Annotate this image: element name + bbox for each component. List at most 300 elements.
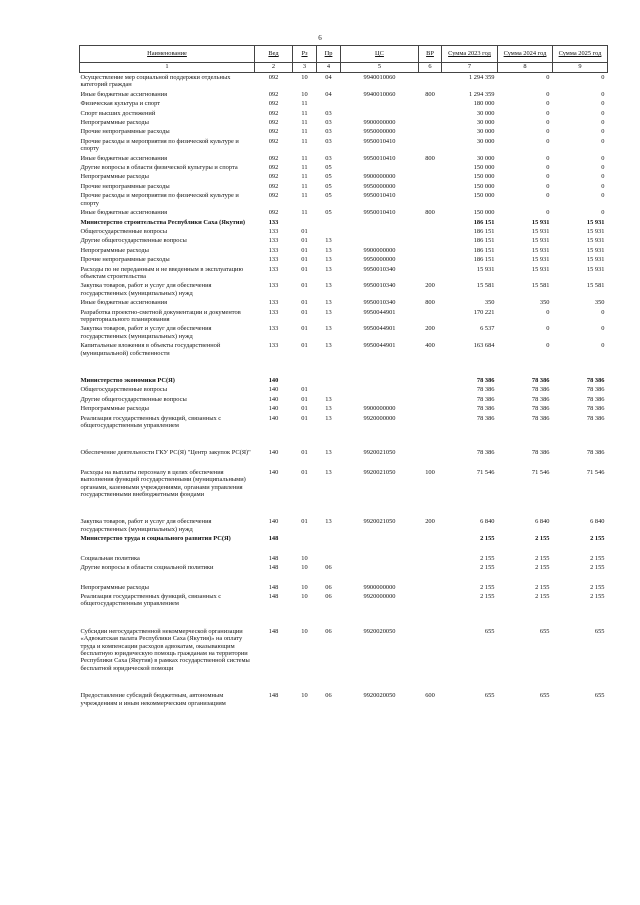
row-sum-2025: 15 931	[586, 265, 605, 273]
row-sum-2024: 78 386	[531, 386, 550, 394]
row-sum-2023: 163 684	[473, 342, 495, 350]
spacer-cell	[80, 609, 608, 627]
row-cs	[341, 395, 419, 404]
row-pr	[317, 99, 341, 108]
row-name: Расходы по не переданным и не введенным в эксплуатацию объектам строительства	[80, 265, 244, 280]
row-pr	[317, 218, 341, 227]
row-rz: 10	[301, 592, 308, 600]
row-ved: 133	[268, 246, 279, 254]
table-row	[80, 341, 608, 358]
row-sum-2023: 170 221	[473, 308, 495, 316]
table-row	[80, 109, 608, 118]
row-rz: 11	[301, 164, 308, 172]
row-sum-2025: 78 386	[586, 449, 605, 457]
row-pr: 13	[325, 468, 332, 476]
row-sum-2024: 0	[546, 173, 550, 181]
header-cell: Пр	[317, 46, 341, 63]
row-ved: 092	[268, 182, 279, 190]
row-pr: 13	[325, 246, 332, 254]
row-name: Министерство строительства Республики Саха (Якутия)	[80, 218, 246, 226]
row-sum-2023: 1 294 359	[468, 90, 495, 98]
row-cs: 9950044901	[363, 325, 396, 333]
row-rz: 11	[301, 128, 308, 136]
row-sum-2023: 30 000	[476, 128, 495, 136]
table-row	[80, 246, 608, 255]
row-pr: 13	[325, 414, 332, 422]
row-name: Другие вопросы в области физической культуры и спорта	[80, 164, 238, 172]
row-name: Непрограммные расходы	[80, 246, 149, 254]
row-ved: 140	[268, 386, 279, 394]
row-vr	[419, 255, 442, 264]
row-ved: 133	[268, 256, 279, 264]
row-cs: 9950010410	[363, 192, 396, 200]
row-sum-2024: 15 931	[531, 256, 550, 264]
row-sum-2025: 15 931	[586, 227, 605, 235]
row-vr	[419, 99, 442, 108]
row-ved: 092	[268, 90, 279, 98]
row-vr	[419, 448, 442, 457]
row-sum-2025: 0	[601, 74, 605, 81]
row-sum-2025: 15 931	[586, 256, 605, 264]
row-sum-2025: 0	[601, 119, 605, 127]
row-pr: 05	[325, 173, 332, 181]
table-row	[80, 534, 608, 543]
row-sum-2023: 1 294 359	[468, 74, 495, 81]
table-row	[80, 554, 608, 563]
row-vr	[419, 127, 442, 136]
row-sum-2025: 0	[601, 192, 605, 200]
table-body	[80, 73, 608, 708]
row-rz: 01	[301, 449, 308, 457]
row-name: Закупка товаров, работ и услуг для обеспечения государственных (муниципальных) нужд	[80, 282, 212, 297]
row-vr	[419, 265, 442, 282]
table-row	[80, 191, 608, 208]
row-sum-2024: 0	[546, 119, 550, 127]
row-sum-2024: 0	[546, 154, 550, 162]
row-cs: 9950010410	[363, 154, 396, 162]
row-sum-2024: 78 386	[531, 377, 550, 384]
row-ved: 092	[268, 109, 279, 117]
row-cs: 9950010340	[363, 282, 396, 290]
row-sum-2023: 78 386	[476, 414, 495, 422]
row-pr: 05	[325, 192, 332, 200]
row-sum-2024: 0	[546, 128, 550, 136]
row-pr: 13	[325, 299, 332, 307]
header-cell: ВР	[419, 46, 442, 63]
row-sum-2023: 186 151	[473, 256, 495, 264]
row-sum-2025: 15 581	[586, 282, 605, 290]
row-vr	[419, 191, 442, 208]
row-vr	[419, 236, 442, 245]
row-sum-2024: 15 931	[531, 265, 550, 273]
row-sum-2023: 186 151	[473, 218, 495, 226]
row-sum-2024: 0	[546, 109, 550, 117]
row-rz: 10	[301, 564, 308, 572]
row-ved: 133	[268, 299, 279, 307]
row-sum-2025: 0	[601, 137, 605, 145]
table-row	[80, 298, 608, 307]
row-name: Прочие расходы и мероприятия по физической культуре и спорту	[80, 192, 239, 207]
row-sum-2025: 350	[594, 299, 605, 307]
row-sum-2025: 6 840	[590, 518, 605, 526]
row-sum-2023: 655	[484, 692, 495, 700]
row-sum-2024: 71 546	[531, 468, 550, 476]
row-cs	[341, 109, 419, 118]
page-number: 6	[318, 34, 322, 42]
row-ved: 092	[268, 192, 279, 200]
row-ved: 092	[268, 74, 279, 81]
row-rz: 01	[301, 518, 308, 526]
row-sum-2023: 186 151	[473, 246, 495, 254]
row-rz: 11	[301, 209, 308, 217]
row-name: Другие общегосударственные вопросы	[80, 395, 187, 403]
row-vr: 800	[425, 299, 435, 307]
row-vr	[419, 376, 442, 385]
row-sum-2025: 0	[601, 173, 605, 181]
column-number: 7	[442, 63, 498, 73]
row-ved: 148	[268, 554, 279, 562]
row-ved: 140	[268, 405, 279, 413]
row-rz	[293, 376, 317, 385]
row-sum-2025: 0	[601, 128, 605, 136]
header-cell: Рз	[293, 46, 317, 63]
row-rz: 01	[301, 265, 308, 273]
row-vr	[419, 592, 442, 609]
row-pr: 03	[325, 154, 332, 162]
row-sum-2025: 78 386	[586, 405, 605, 413]
row-vr	[419, 73, 442, 90]
table-row	[80, 376, 608, 385]
row-rz: 10	[301, 554, 308, 562]
row-vr	[419, 246, 442, 255]
table-row	[80, 404, 608, 413]
row-rz: 01	[301, 395, 308, 403]
row-sum-2023: 78 386	[476, 395, 495, 403]
table-row	[80, 73, 608, 90]
table-row	[80, 517, 608, 534]
row-cs: 9950010410	[363, 209, 396, 217]
row-sum-2025: 0	[601, 109, 605, 117]
row-rz: 01	[301, 227, 308, 235]
row-pr: 06	[325, 592, 332, 600]
row-cs: 9950000000	[363, 256, 396, 264]
row-cs	[341, 534, 419, 543]
row-vr	[419, 414, 442, 431]
row-pr: 13	[325, 265, 332, 273]
row-sum-2023: 15 931	[476, 265, 495, 273]
row-name: Физическая культура и спорт	[80, 100, 161, 108]
header-row	[80, 46, 608, 63]
row-cs: 9920021050	[363, 518, 396, 526]
row-ved: 133	[268, 265, 279, 273]
row-pr: 05	[325, 209, 332, 217]
row-cs: 9950010340	[363, 265, 396, 273]
table-row	[80, 255, 608, 264]
row-sum-2025: 71 546	[586, 468, 605, 476]
budget-table	[79, 45, 608, 708]
row-sum-2025: 15 931	[586, 218, 605, 226]
header-cell: Сумма 2023 год	[442, 46, 498, 63]
row-sum-2025: 0	[601, 90, 605, 98]
table-row	[80, 448, 608, 457]
row-rz: 01	[301, 308, 308, 316]
row-ved: 148	[268, 592, 279, 600]
row-cs: 9950044901	[363, 342, 396, 350]
row-sum-2023: 71 546	[476, 468, 495, 476]
row-pr: 13	[325, 325, 332, 333]
row-pr: 06	[325, 583, 332, 591]
row-name: Другие общегосударственные вопросы	[80, 237, 187, 245]
row-cs	[341, 563, 419, 572]
row-sum-2024: 2 155	[535, 583, 550, 591]
row-sum-2023: 2 155	[480, 564, 495, 572]
row-sum-2024: 0	[546, 342, 550, 350]
row-spacer	[80, 544, 608, 554]
row-vr	[419, 227, 442, 236]
row-vr	[419, 627, 442, 673]
row-name: Осуществление мер социальной поддержки отдельных категорий граждан	[80, 74, 231, 89]
spacer-cell	[80, 430, 608, 448]
row-cs: 9940010060	[363, 90, 396, 98]
row-sum-2023: 2 155	[480, 592, 495, 600]
table-row	[80, 265, 608, 282]
row-rz: 11	[301, 154, 308, 162]
row-sum-2024: 0	[546, 137, 550, 145]
row-rz: 01	[301, 414, 308, 422]
table-row	[80, 385, 608, 394]
column-number-row	[80, 63, 608, 73]
row-sum-2025: 0	[601, 308, 605, 316]
row-cs	[341, 385, 419, 394]
row-cs: 9900000000	[363, 119, 396, 127]
spacer-cell	[80, 499, 608, 517]
row-ved: 092	[268, 209, 279, 217]
row-vr: 600	[425, 692, 435, 700]
row-name: Иные бюджетные ассигнования	[80, 90, 168, 98]
header-cell: Сумма 2025 год	[553, 46, 608, 63]
table-row	[80, 627, 608, 673]
column-number: 6	[419, 63, 442, 73]
table-row	[80, 563, 608, 572]
row-sum-2023: 15 581	[476, 282, 495, 290]
row-rz: 11	[301, 137, 308, 145]
row-ved: 092	[268, 137, 279, 145]
row-sum-2024: 0	[546, 209, 550, 217]
row-ved: 133	[268, 218, 279, 226]
row-name: Непрограммные расходы	[80, 583, 149, 591]
row-pr: 04	[325, 90, 332, 98]
row-sum-2023: 150 000	[473, 164, 495, 172]
row-vr: 100	[425, 468, 435, 476]
table-row	[80, 90, 608, 99]
row-sum-2024: 15 931	[531, 227, 550, 235]
table-row	[80, 137, 608, 154]
row-vr: 200	[425, 518, 435, 526]
row-cs	[341, 99, 419, 108]
row-pr: 06	[325, 564, 332, 572]
row-sum-2023: 2 155	[480, 583, 495, 591]
row-vr	[419, 118, 442, 127]
header-cell: ЦС	[341, 46, 419, 63]
row-name: Капитальные вложения в объекты государственной (муниципальной) собственности	[80, 342, 221, 357]
row-cs: 9950000000	[363, 128, 396, 136]
row-pr: 13	[325, 518, 332, 526]
row-sum-2025: 0	[601, 209, 605, 217]
row-ved: 148	[268, 564, 279, 572]
row-sum-2023: 30 000	[476, 137, 495, 145]
row-ved: 133	[268, 308, 279, 316]
column-number: 5	[341, 63, 419, 73]
row-rz: 01	[301, 386, 308, 394]
row-rz: 10	[301, 583, 308, 591]
row-sum-2025: 2 155	[590, 583, 605, 591]
row-sum-2024: 15 931	[531, 237, 550, 245]
header-cell: Наименование	[80, 46, 255, 63]
row-vr: 800	[425, 209, 435, 217]
row-cs: 9940010060	[363, 74, 396, 81]
row-sum-2023: 150 000	[473, 182, 495, 190]
row-rz: 10	[301, 627, 308, 635]
row-vr	[419, 563, 442, 572]
row-sum-2025: 0	[601, 182, 605, 190]
row-sum-2024: 0	[546, 325, 550, 333]
row-rz: 01	[301, 246, 308, 254]
row-sum-2024: 350	[539, 299, 550, 307]
row-vr	[419, 395, 442, 404]
row-sum-2025: 78 386	[586, 377, 605, 384]
row-name: Предоставление субсидий бюджетным, автономным учреждениям и иным некоммерческим организациям	[80, 692, 226, 707]
row-sum-2024: 0	[546, 74, 550, 81]
row-name: Социальная политика	[80, 554, 140, 562]
row-sum-2025: 2 155	[590, 535, 605, 543]
row-sum-2023: 2 155	[480, 535, 495, 543]
row-sum-2023: 6 537	[480, 325, 495, 333]
row-vr	[419, 109, 442, 118]
row-vr: 200	[425, 325, 435, 333]
row-pr: 03	[325, 137, 332, 145]
row-name: Министерство экономики РС(Я)	[80, 377, 175, 384]
row-name: Непрограммные расходы	[80, 405, 149, 413]
row-cs: 9920000000	[363, 592, 396, 600]
table-row	[80, 592, 608, 609]
row-sum-2024: 78 386	[531, 414, 550, 422]
table-row	[80, 99, 608, 108]
row-spacer	[80, 499, 608, 517]
row-rz	[293, 534, 317, 543]
row-sum-2023: 150 000	[473, 209, 495, 217]
row-sum-2025: 2 155	[590, 592, 605, 600]
row-vr: 800	[425, 154, 435, 162]
row-rz: 11	[301, 109, 308, 117]
row-pr	[317, 227, 341, 236]
row-name: Прочие непрограммные расходы	[80, 182, 170, 190]
row-ved: 133	[268, 227, 279, 235]
row-ved: 140	[268, 377, 279, 384]
row-sum-2023: 186 151	[473, 227, 495, 235]
row-cs: 9950010410	[363, 137, 396, 145]
row-name: Прочие расходы и мероприятия по физической культуре и спорту	[80, 137, 239, 153]
spacer-cell	[80, 673, 608, 691]
spacer-cell	[80, 458, 608, 468]
table-row	[80, 227, 608, 236]
row-vr	[419, 172, 442, 181]
row-cs: 9900000000	[363, 583, 396, 591]
row-pr: 13	[325, 237, 332, 245]
table-row	[80, 218, 608, 227]
row-name: Закупка товаров, работ и услуг для обеспечения государственных (муниципальных) нужд	[80, 518, 212, 533]
row-rz: 01	[301, 468, 308, 476]
row-ved: 140	[268, 518, 279, 526]
row-sum-2024: 0	[546, 192, 550, 200]
row-rz: 10	[301, 90, 308, 98]
row-rz: 10	[301, 74, 308, 81]
row-name: Закупка товаров, работ и услуг для обеспечения государственных (муниципальных) нужд	[80, 325, 212, 340]
row-pr: 05	[325, 182, 332, 190]
row-vr	[419, 534, 442, 543]
row-cs	[341, 236, 419, 245]
row-sum-2025: 655	[594, 627, 605, 635]
row-sum-2023: 6 840	[480, 518, 495, 526]
row-vr: 400	[425, 342, 435, 350]
table-row	[80, 154, 608, 163]
row-spacer	[80, 358, 608, 376]
row-ved: 092	[268, 164, 279, 172]
row-sum-2023: 30 000	[476, 154, 495, 162]
row-ved: 140	[268, 414, 279, 422]
row-cs	[341, 227, 419, 236]
row-ved: 140	[268, 468, 279, 476]
row-spacer	[80, 573, 608, 583]
row-name: Обеспечение деятельности ГКУ РС(Я) "Центр закупок РС(Я)"	[80, 449, 251, 457]
row-sum-2024: 0	[546, 182, 550, 190]
table-row	[80, 208, 608, 217]
row-pr: 13	[325, 256, 332, 264]
row-rz: 01	[301, 256, 308, 264]
table-row	[80, 324, 608, 341]
table-row	[80, 583, 608, 592]
row-vr	[419, 163, 442, 172]
row-ved: 092	[268, 128, 279, 136]
row-vr: 800	[425, 90, 435, 98]
row-pr	[317, 534, 341, 543]
row-cs: 9920020050	[363, 692, 396, 700]
row-cs: 9900000000	[363, 405, 396, 413]
row-vr	[419, 308, 442, 325]
row-cs: 9950000000	[363, 182, 396, 190]
row-ved: 140	[268, 449, 279, 457]
row-sum-2024: 655	[539, 627, 550, 635]
row-name: Реализация государственных функций, связанных с общегосударственным управлением	[80, 414, 222, 430]
row-name: Разработка проектно-сметной документации и документов территориального планирования	[80, 308, 241, 323]
row-name: Прочие непрограммные расходы	[80, 256, 170, 264]
row-sum-2025: 0	[601, 154, 605, 162]
row-ved: 092	[268, 119, 279, 127]
row-pr: 06	[325, 692, 332, 700]
row-sum-2024: 78 386	[531, 405, 550, 413]
row-name: Расходы на выплаты персоналу в целях обеспечения выполнения функций государственными (муниципальными) органами, казенными учреждениями, органами управления государственными внебюджетными фондами	[80, 468, 246, 499]
spacer-cell	[80, 573, 608, 583]
table-row	[80, 281, 608, 298]
row-sum-2024: 0	[546, 164, 550, 172]
row-ved: 148	[268, 583, 279, 591]
row-sum-2025: 78 386	[586, 386, 605, 394]
row-sum-2024: 15 581	[531, 282, 550, 290]
row-cs: 9950010340	[363, 299, 396, 307]
row-vr	[419, 583, 442, 592]
row-sum-2024: 78 386	[531, 449, 550, 457]
row-sum-2024: 78 386	[531, 395, 550, 403]
table-row	[80, 118, 608, 127]
